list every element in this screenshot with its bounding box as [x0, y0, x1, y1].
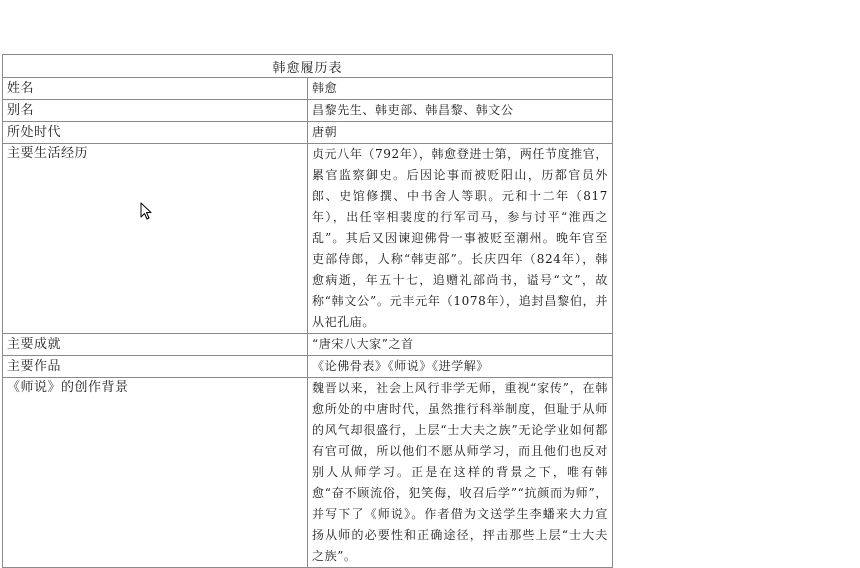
table-row-name: [3, 78, 613, 100]
arrow-cursor-icon: [140, 202, 152, 220]
table-row-era: [3, 122, 613, 144]
row-label-background: 《师说》的创作背景: [3, 378, 308, 568]
row-value-life: 贞元八年（792年），韩愈登进士第，两任节度推官，累官监察御史。后因论事而被贬阳山，历都官员外郎、史馆修撰、中书舍人等职。元和十二年（817年），出任宰相裴度的行军司马，参与讨平“淮西之乱”。其后又因谏迎佛骨一事被贬至潮州。晚年官至吏部侍郎，人称“韩吏部”。长庆四年（824年），韩愈病逝，年五十七，追赠礼部尚书，谥号“文”，故称“韩文公”。元丰元年（1078年），追封昌黎伯，并从祀孔庙。: [308, 144, 613, 334]
table-row-achievement: [3, 334, 613, 356]
table-row-alias: [3, 100, 613, 122]
row-label-era: 所处时代: [3, 122, 308, 144]
row-value-achievement: “唐宋八大家”之首: [308, 334, 613, 356]
row-value-works: 《论佛骨表》《师说》《进学解》: [308, 356, 613, 378]
table-title: 韩愈履历表: [3, 55, 613, 78]
row-value-background: 魏晋以来，社会上风行非学无师，重视“家传”，在韩愈所处的中唐时代，虽然推行科举制度，但耻于从师的风气却很盛行，上层“士大夫之族”无论学业如何都有官可做，所以他们不愿从师学习，而且他们也反对别人从师学习。正是在这样的背景之下，唯有韩愈“奋不顾流俗，犯笑侮，收召后学”“抗颜而为师”，并写下了《师说》。作者借为文送学生李蟠来大力宣扬从师的必要性和正确途径，抨击那些上层“士大夫之族”。: [308, 378, 613, 568]
row-value-alias: 昌黎先生、韩吏部、韩昌黎、韩文公: [308, 100, 613, 122]
resume-table: [2, 54, 613, 568]
row-value-name: 韩愈: [308, 78, 613, 100]
table-row-life: [3, 144, 613, 334]
row-label-life: 主要生活经历: [3, 144, 308, 334]
row-label-achievement: 主要成就: [3, 334, 308, 356]
row-label-name: 姓名: [3, 78, 308, 100]
table-row-works: [3, 356, 613, 378]
row-label-works: 主要作品: [3, 356, 308, 378]
table-row-background: [3, 378, 613, 568]
row-label-alias: 别名: [3, 100, 308, 122]
row-value-era: 唐朝: [308, 122, 613, 144]
